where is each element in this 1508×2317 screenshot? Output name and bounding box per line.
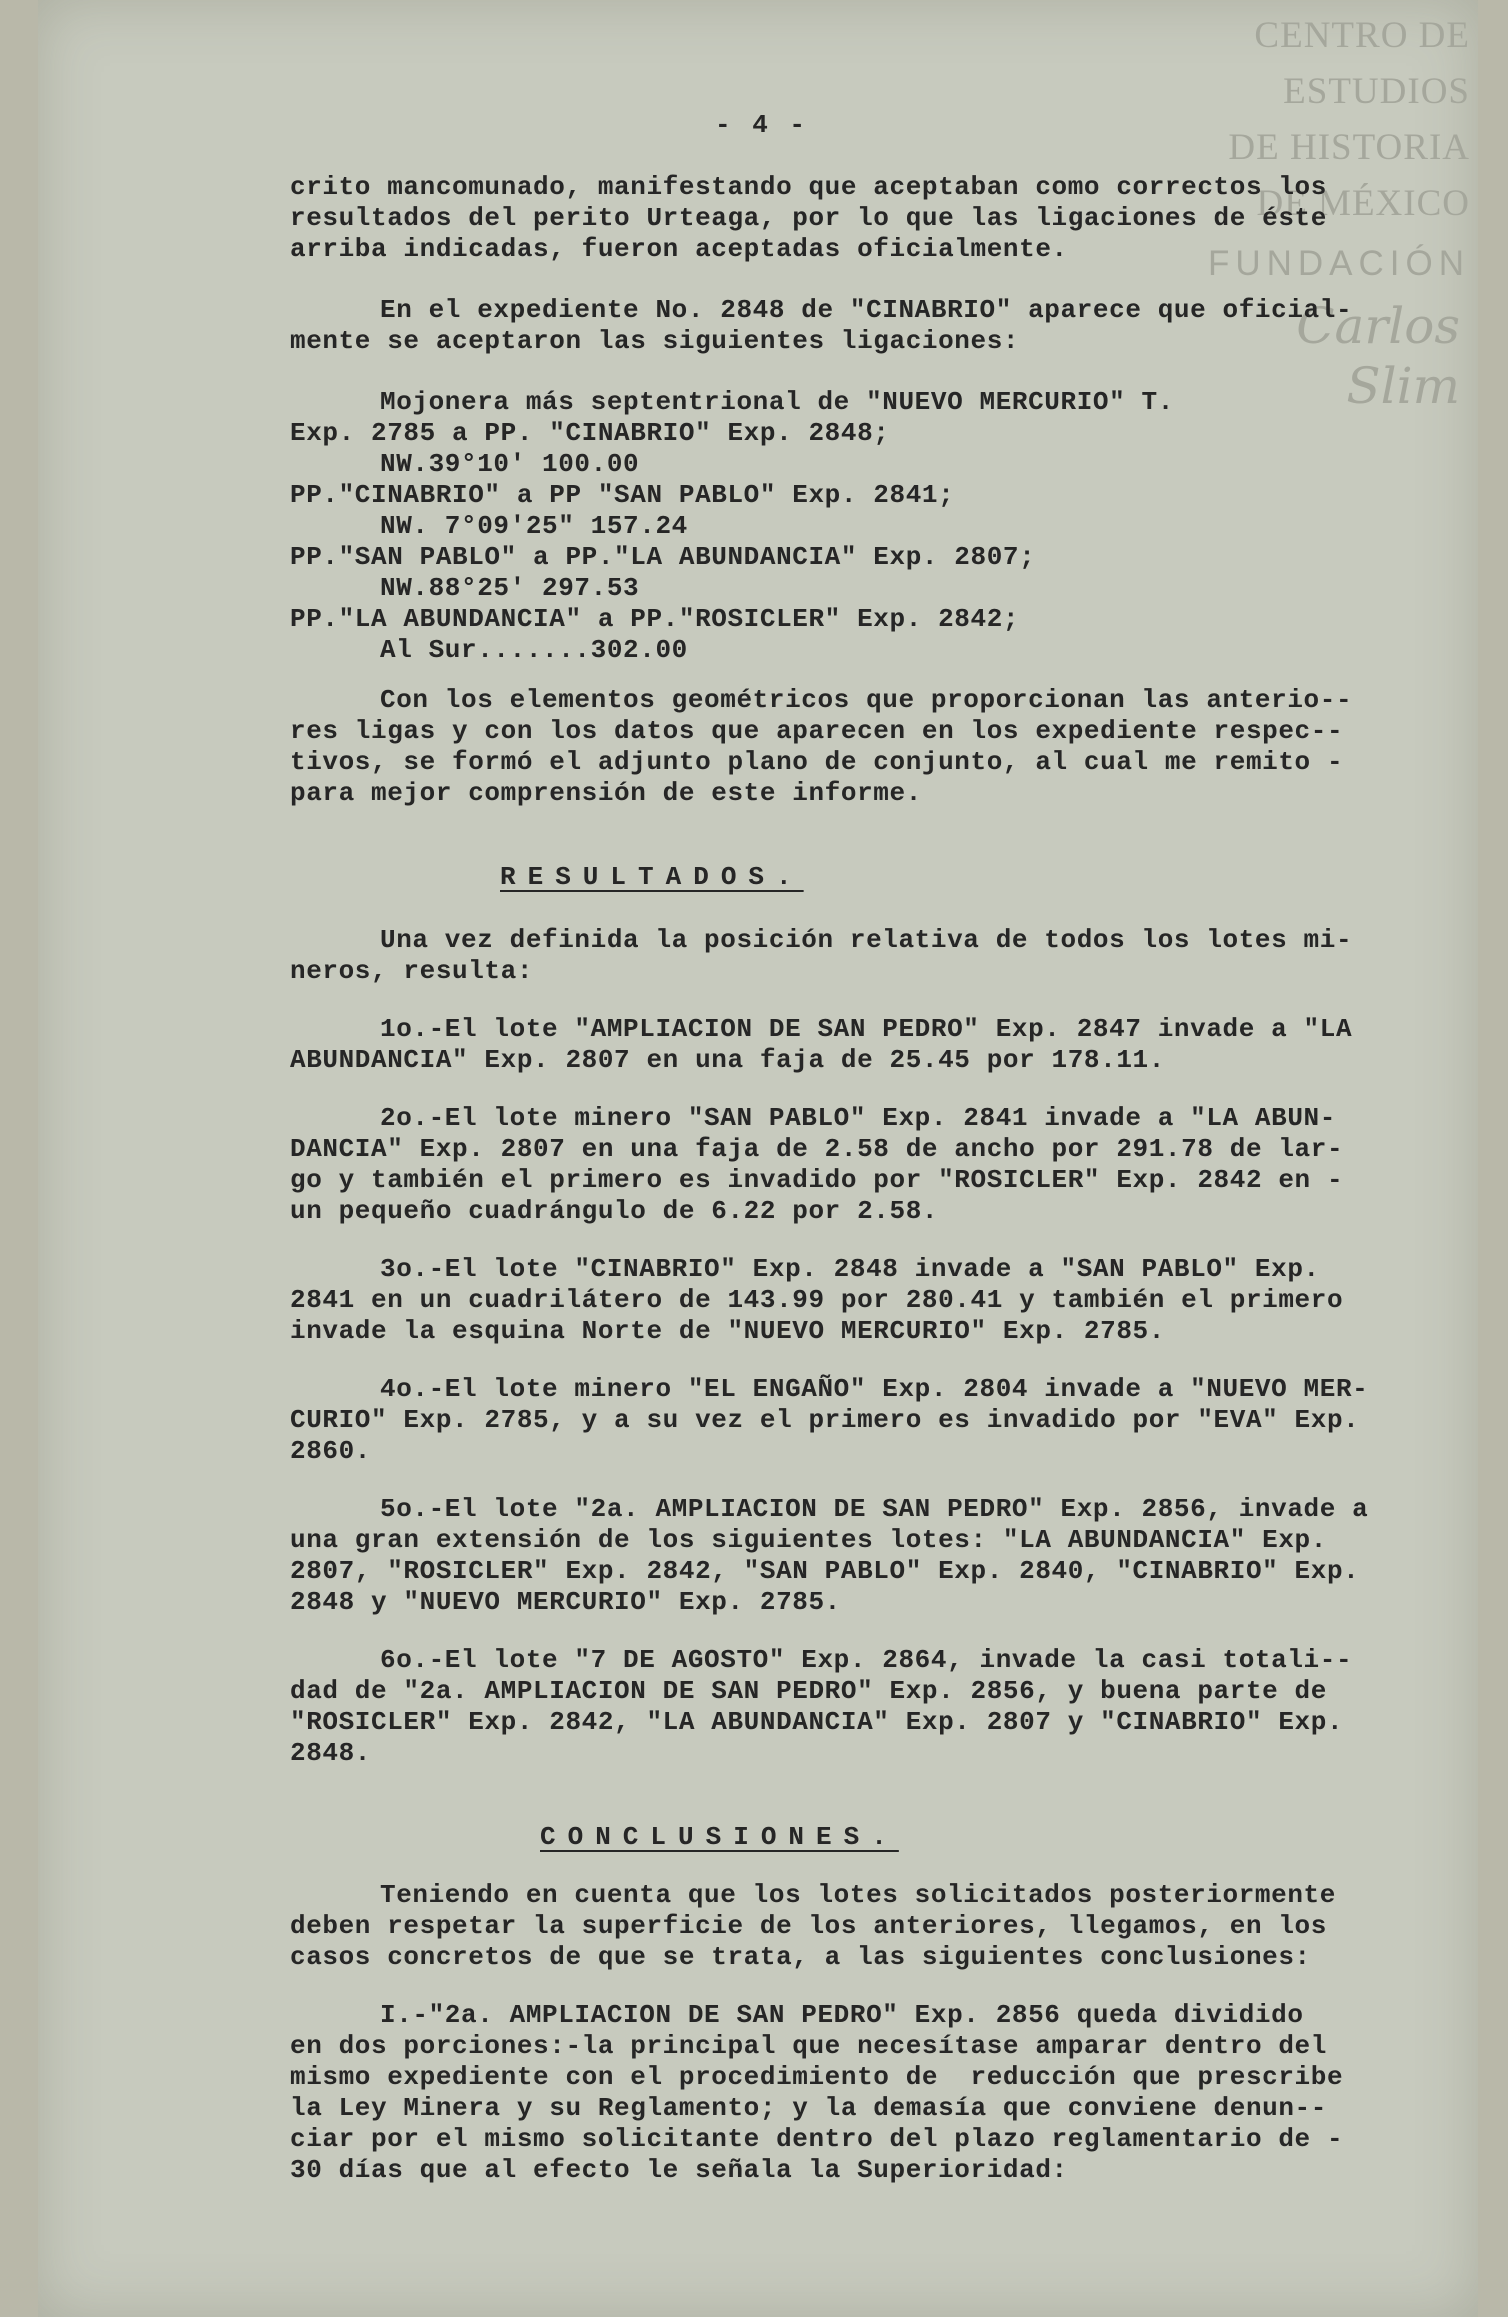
ligacion-line: NW.88°25' 297.53 — [380, 573, 640, 603]
result-item-line: CURIO" Exp. 2785, y a su vez el primero es invadido por "EVA" Exp. — [290, 1405, 1360, 1435]
text-line: mente se aceptaron las siguientes ligaciones: — [290, 326, 1020, 356]
result-item-line: 2841 en un cuadrilátero de 143.99 por 280.41 y también el primero — [290, 1285, 1344, 1315]
ligacion-line: Al Sur.......302.00 — [380, 635, 688, 665]
ligacion-line: Mojonera más septentrional de "NUEVO MERCURIO" T. — [380, 387, 1174, 417]
result-item-line: 3o.-El lote "CINABRIO" Exp. 2848 invade a "SAN PABLO" Exp. — [380, 1254, 1320, 1284]
text-line: neros, resulta: — [290, 956, 534, 986]
text-line: crito mancomunado, manifestando que aceptaban como correctos los — [290, 172, 1327, 202]
result-item-line: "ROSICLER" Exp. 2842, "LA ABUNDANCIA" Exp. 2807 y "CINABRIO" Exp. — [290, 1707, 1344, 1737]
conclusion-line: mismo expediente con el procedimiento de reducción que prescribe — [290, 2062, 1344, 2092]
conclusion-line: ciar por el mismo solicitante dentro del plazo reglamentario de - — [290, 2124, 1344, 2154]
result-item-line: una gran extensión de los siguientes lotes: "LA ABUNDANCIA" Exp. — [290, 1525, 1327, 1555]
ligacion-line: PP."CINABRIO" a PP "SAN PABLO" Exp. 2841; — [290, 480, 955, 510]
text-line: casos concretos de que se trata, a las siguientes conclusiones: — [290, 1942, 1311, 1972]
watermark-signature: Carlos Slim — [1296, 297, 1460, 415]
result-item-line: 2848 y "NUEVO MERCURIO" Exp. 2785. — [290, 1587, 841, 1617]
result-item-line: go y también el primero es invadido por "ROSICLER" Exp. 2842 en - — [290, 1165, 1344, 1195]
watermark-line: DE MÉXICO — [1256, 183, 1470, 224]
result-item-line: 5o.-El lote "2a. AMPLIACION DE SAN PEDRO" Exp. 2856, invade a — [380, 1494, 1369, 1524]
text-line: Una vez definida la posición relativa de todos los lotes mi- — [380, 925, 1353, 955]
result-item-line: dad de "2a. AMPLIACION DE SAN PEDRO" Exp. 2856, y buena parte de — [290, 1676, 1327, 1706]
watermark-fundacion: FUNDACIÓN — [1207, 244, 1470, 283]
watermark-line: CENTRO DE — [1254, 15, 1470, 56]
result-item-line: 4o.-El lote minero "EL ENGAÑO" Exp. 2804 invade a "NUEVO MER- — [380, 1374, 1369, 1404]
conclusion-line: I.-"2a. AMPLIACION DE SAN PEDRO" Exp. 2856 queda dividido — [380, 2000, 1304, 2030]
conclusion-line: la Ley Minera y su Reglamento; y la demasía que conviene denun-- — [290, 2093, 1327, 2123]
text-line: arriba indicadas, fueron aceptadas oficialmente. — [290, 234, 1068, 264]
ligacion-line: PP."LA ABUNDANCIA" a PP."ROSICLER" Exp. 2842; — [290, 604, 1020, 634]
ligacion-line: NW.39°10' 100.00 — [380, 449, 640, 479]
page-number: - 4 - — [715, 110, 809, 140]
text-line: tivos, se formó el adjunto plano de conjunto, al cual me remito - — [290, 747, 1344, 777]
section-heading-resultados: RESULTADOS. — [500, 862, 804, 892]
text-line: Teniendo en cuenta que los lotes solicitados posteriormente — [380, 1880, 1336, 1910]
text-line: para mejor comprensión de este informe. — [290, 778, 922, 808]
conclusion-line: en dos porciones:-la principal que necesítase amparar dentro del — [290, 2031, 1327, 2061]
result-item-line: ABUNDANCIA" Exp. 2807 en una faja de 25.45 por 178.11. — [290, 1045, 1165, 1075]
result-item-line: un pequeño cuadrángulo de 6.22 por 2.58. — [290, 1196, 939, 1226]
result-item-line: 2848. — [290, 1738, 372, 1768]
result-item-line: 2807, "ROSICLER" Exp. 2842, "SAN PABLO" Exp. 2840, "CINABRIO" Exp. — [290, 1556, 1360, 1586]
result-item-line: 1o.-El lote "AMPLIACION DE SAN PEDRO" Exp. 2847 invade a "LA — [380, 1014, 1353, 1044]
result-item-line: 2860. — [290, 1436, 372, 1466]
result-item-line: invade la esquina Norte de "NUEVO MERCURIO" Exp. 2785. — [290, 1316, 1165, 1346]
text-line: Con los elementos geométricos que proporcionan las anterio-- — [380, 685, 1353, 715]
result-item-line: 6o.-El lote "7 DE AGOSTO" Exp. 2864, invade la casi totali-- — [380, 1645, 1353, 1675]
result-item-line: 2o.-El lote minero "SAN PABLO" Exp. 2841 invade a "LA ABUN- — [380, 1103, 1336, 1133]
text-line: resultados del perito Urteaga, por lo que las ligaciones de éste — [290, 203, 1327, 233]
text-line: En el expediente No. 2848 de "CINABRIO" aparece que oficial- — [380, 295, 1353, 325]
watermark-line: ESTUDIOS — [1283, 71, 1470, 112]
conclusion-line: 30 días que al efecto le señala la Superioridad: — [290, 2155, 1068, 2185]
watermark-line: DE HISTORIA — [1228, 127, 1470, 168]
result-item-line: DANCIA" Exp. 2807 en una faja de 2.58 de ancho por 291.78 de lar- — [290, 1134, 1344, 1164]
section-heading-conclusiones: CONCLUSIONES. — [540, 1822, 899, 1852]
text-line: res ligas y con los datos que aparecen en los expediente respec-- — [290, 716, 1344, 746]
text-line: deben respetar la superficie de los anteriores, llegamos, en los — [290, 1911, 1327, 1941]
ligacion-line: Exp. 2785 a PP. "CINABRIO" Exp. 2848; — [290, 418, 890, 448]
ligacion-line: PP."SAN PABLO" a PP."LA ABUNDANCIA" Exp. 2807; — [290, 542, 1036, 572]
ligacion-line: NW. 7°09'25" 157.24 — [380, 511, 688, 541]
